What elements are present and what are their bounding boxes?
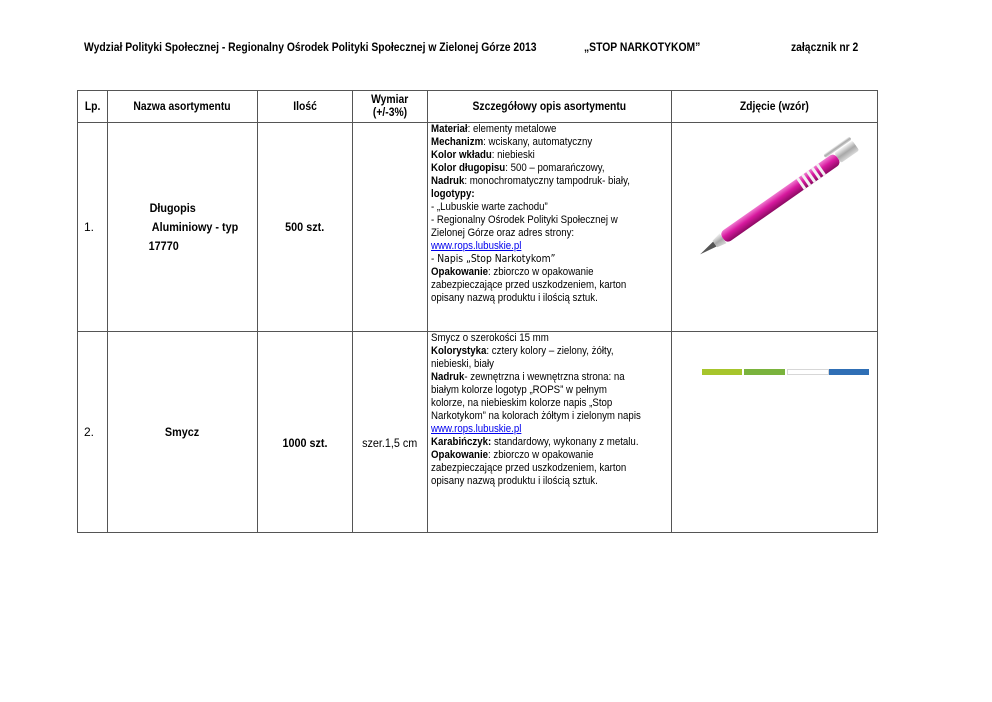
row-number: 1.: [78, 123, 108, 332]
website-link[interactable]: www.rops.lubuskie.pl: [431, 423, 522, 435]
header-campaign: „STOP NARKOTYKOM”: [584, 42, 701, 54]
header-attachment: załącznik nr 2: [791, 42, 859, 54]
table-row: [78, 332, 878, 533]
col-header-name: Nazwa asortymentu: [108, 91, 258, 123]
item-dimension: [353, 123, 428, 332]
item-quantity: 500 szt.: [258, 123, 353, 332]
col-header-dim: Wymiar (+/-3%): [353, 91, 428, 123]
strip-segment-1: [702, 369, 742, 375]
strip-segment-3: [787, 369, 829, 375]
col-header-desc: Szczegółowy opis asortymentu: [428, 91, 672, 123]
assortment-table: [77, 90, 878, 533]
item-name: Smycz: [108, 332, 258, 533]
table-header-row: [78, 91, 878, 123]
item-photo: [672, 332, 878, 533]
item-dimension: szer.1,5 cm: [353, 332, 428, 533]
item-description: Smycz o szerokości 15 mm Kolorystyka: cztery kolory – zielony, żółty, niebieski, biały Nadruk- zewnętrzna i wewnętrzna strona: na białym kolorze logotyp „ROPS” w pełnym kolorze, na niebieskim kolorze napis „Stop Narkotykom” na kolorach żółtym i zielonym napis www.rops.lubuskie.pl Karabińczyk: standardowy, wykonany z metalu. Opakowanie: zbiorczo w opakowanie zabezpieczające przed uszkodzeniem, karton opisany nazwą produktu i ilością sztuk.: [428, 332, 672, 533]
row-number: 2.: [78, 332, 108, 533]
item-quantity: 1000 szt.: [258, 332, 353, 533]
col-header-photo: Zdjęcie (wzór): [672, 91, 878, 123]
lanyard-strip-icon: [702, 369, 872, 381]
strip-segment-2: [744, 369, 785, 375]
strip-segment-4: [829, 369, 869, 375]
website-link[interactable]: www.rops.lubuskie.pl: [431, 240, 522, 252]
table-row: [78, 123, 878, 332]
col-header-lp: Lp.: [78, 91, 108, 123]
item-description: Materiał: elementy metalowe Mechanizm: wciskany, automatyczny Kolor wkładu: niebieski Kolor długopisu: 500 – pomarańczowy, Nadruk: monochromatyczny tampodruk- biały, logotypy: - „Lubuskie warte zachodu” - Regionalny Ośrodek Polityki Społecznej w Zielonej Górze oraz adres strony: www.rops.lubuskie.pl - Napis „Stop Narkotykom” Opakowanie: zbiorczo w opakowanie zabezpieczające przed uszkodzeniem, karton opisany nazwą produktu i ilością sztuk.: [428, 123, 672, 332]
header-title: Wydział Polityki Społecznej - Regionalny Ośrodek Polityki Społecznej w Zielonej Górze 2013: [84, 42, 537, 54]
item-photo: [672, 123, 878, 332]
col-header-qty: Ilość: [258, 91, 353, 123]
pen-icon: [682, 125, 882, 275]
item-name: Długopis Aluminiowy - typ 17770: [108, 123, 258, 332]
